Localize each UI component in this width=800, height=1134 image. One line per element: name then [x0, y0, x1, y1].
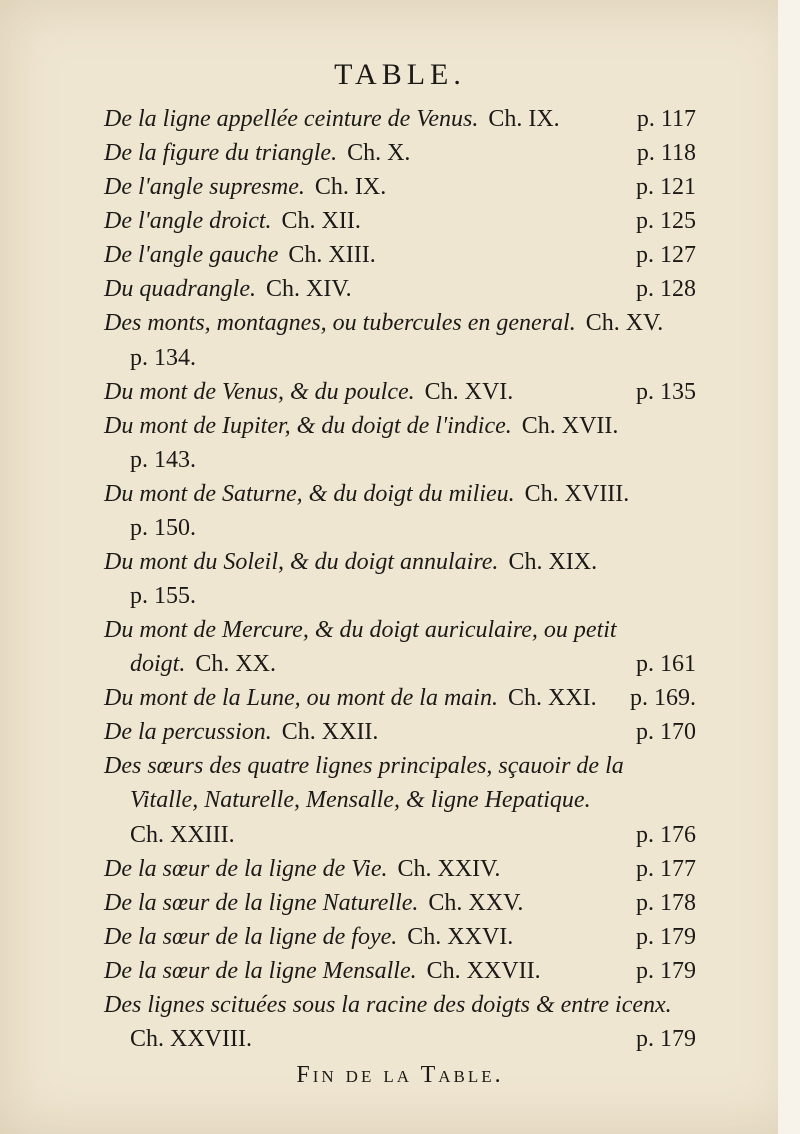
entry-title: Du mont de Saturne, & du doigt du milieu.	[104, 480, 515, 507]
entry-chapter: Ch. XIII.	[288, 242, 376, 269]
page-title: TABLE.	[334, 58, 466, 91]
entry-title: Du mont de Mercure, & du doigt auriculaire, ou petit	[104, 617, 617, 644]
entry-title: De la sœur de la ligne Naturelle.	[104, 889, 419, 916]
toc-entry-continuation	[130, 515, 696, 549]
entry-title: Des sœurs des quatre lignes principales, sçauoir de la	[104, 753, 624, 780]
toc-entry-continuation	[130, 651, 696, 685]
toc-entry-continuation	[130, 583, 696, 617]
toc-entry-continuation	[130, 1026, 696, 1060]
entry-title: Des lignes scituées sous la racine des doigts & entre icenx.	[104, 991, 672, 1018]
entry-title: De l'angle supresme.	[104, 174, 305, 201]
toc-entry	[104, 719, 696, 753]
toc-entry	[104, 310, 696, 344]
toc-entry	[104, 992, 696, 1026]
entry-page: p. 150.	[130, 514, 196, 541]
entry-title-continued: Vitalle, Naturelle, Mensalle, & ligne Hepatique.	[130, 787, 591, 814]
entry-chapter: Ch. XXI.	[507, 685, 597, 712]
entry-page: p. 118	[636, 140, 696, 167]
entry-title: Du mont du Soleil, & du doigt annulaire.	[104, 548, 499, 575]
entry-page: p. 177	[636, 855, 696, 882]
entry-chapter: Ch. XIV.	[266, 276, 352, 303]
page-footer: Fin de la Table.	[296, 1062, 504, 1088]
entry-page: p. 134.	[130, 344, 196, 371]
toc-entry-continuation	[130, 447, 696, 481]
entry-page: p. 127	[636, 242, 696, 269]
toc-entry	[104, 890, 696, 924]
entry-page: p. 179	[636, 1025, 696, 1052]
entry-title: De la ligne appellée ceinture de Venus.	[104, 106, 479, 132]
entry-page: p. 155.	[130, 583, 196, 609]
entry-chapter: Ch. XXIV.	[397, 855, 501, 882]
entry-chapter: Ch. XXV.	[428, 889, 524, 916]
toc-entry	[104, 685, 696, 719]
toc-entry	[104, 242, 696, 276]
toc-entry	[104, 208, 696, 242]
entry-title: Des monts, montagnes, ou tubercules en general.	[104, 310, 576, 337]
entry-page: p. 179	[636, 957, 696, 984]
toc-entry	[104, 549, 696, 583]
toc-entry	[104, 958, 696, 992]
entry-title: Du mont de Iupiter, & du doigt de l'indice.	[104, 412, 512, 439]
entry-chapter: Ch. XII.	[281, 208, 361, 235]
entry-chapter: Ch. XX.	[195, 651, 277, 678]
entry-chapter: Ch. XV.	[585, 310, 664, 337]
entry-chapter: Ch. XXIII.	[130, 821, 235, 848]
entry-page: p. 170	[636, 719, 696, 746]
entry-title-continued: doigt.	[130, 651, 186, 678]
toc-entry	[104, 106, 696, 140]
toc-entry	[104, 379, 696, 413]
entry-page: p. 176	[636, 821, 696, 848]
entry-page: p. 143.	[130, 446, 196, 473]
entry-chapter: Ch. XXII.	[281, 719, 379, 746]
toc-entry	[104, 481, 696, 515]
entry-title: Du mont de Venus, & du poulce.	[104, 378, 415, 405]
entry-chapter: Ch. IX.	[488, 106, 560, 132]
entry-title: De la sœur de la ligne de foye.	[104, 923, 398, 950]
toc-entry	[104, 753, 696, 787]
toc-entry	[104, 174, 696, 208]
entry-page: p. 128	[636, 276, 696, 303]
entry-chapter: Ch. XXVIII.	[130, 1025, 252, 1052]
entry-chapter: Ch. XXVI.	[407, 923, 514, 950]
entry-title: De la sœur de la ligne Mensalle.	[104, 957, 417, 984]
entry-chapter: Ch. XIX.	[508, 548, 598, 575]
entry-chapter: Ch. XVIII.	[524, 480, 630, 507]
entry-page: p. 135	[636, 378, 696, 405]
toc-entry	[104, 617, 696, 651]
toc-entry	[104, 276, 696, 310]
toc-entry	[104, 413, 696, 447]
entry-title: De l'angle gauche	[104, 242, 279, 269]
entry-page: p. 169.	[630, 685, 696, 712]
entry-title: Du mont de la Lune, ou mont de la main.	[104, 685, 498, 712]
entry-chapter: Ch. XXVII.	[426, 957, 541, 984]
entry-chapter: Ch. XVII.	[521, 412, 619, 439]
toc-entry-continuation	[130, 345, 696, 379]
entry-page: p. 178	[636, 889, 696, 916]
entry-page: p. 117	[636, 106, 696, 132]
entry-page: p. 179	[636, 923, 696, 950]
entry-title: De la percussion.	[104, 719, 272, 746]
entry-title: De l'angle droict.	[104, 208, 272, 235]
entry-chapter: Ch. XVI.	[424, 378, 514, 405]
entry-page: p. 125	[636, 208, 696, 235]
toc-entry	[104, 924, 696, 958]
entry-page: p. 161	[636, 651, 696, 678]
entry-page: p. 121	[636, 174, 696, 201]
entry-chapter: Ch. X.	[347, 140, 411, 167]
toc-entry-continuation	[130, 787, 696, 821]
entry-title: Du quadrangle.	[104, 276, 256, 303]
toc-entry	[104, 140, 696, 174]
entry-chapter: Ch. IX.	[314, 174, 387, 201]
entry-title: De la sœur de la ligne de Vie.	[104, 855, 388, 882]
entry-title: De la figure du triangle.	[104, 140, 338, 167]
toc-entry	[104, 856, 696, 890]
toc-entry-continuation	[130, 822, 696, 856]
